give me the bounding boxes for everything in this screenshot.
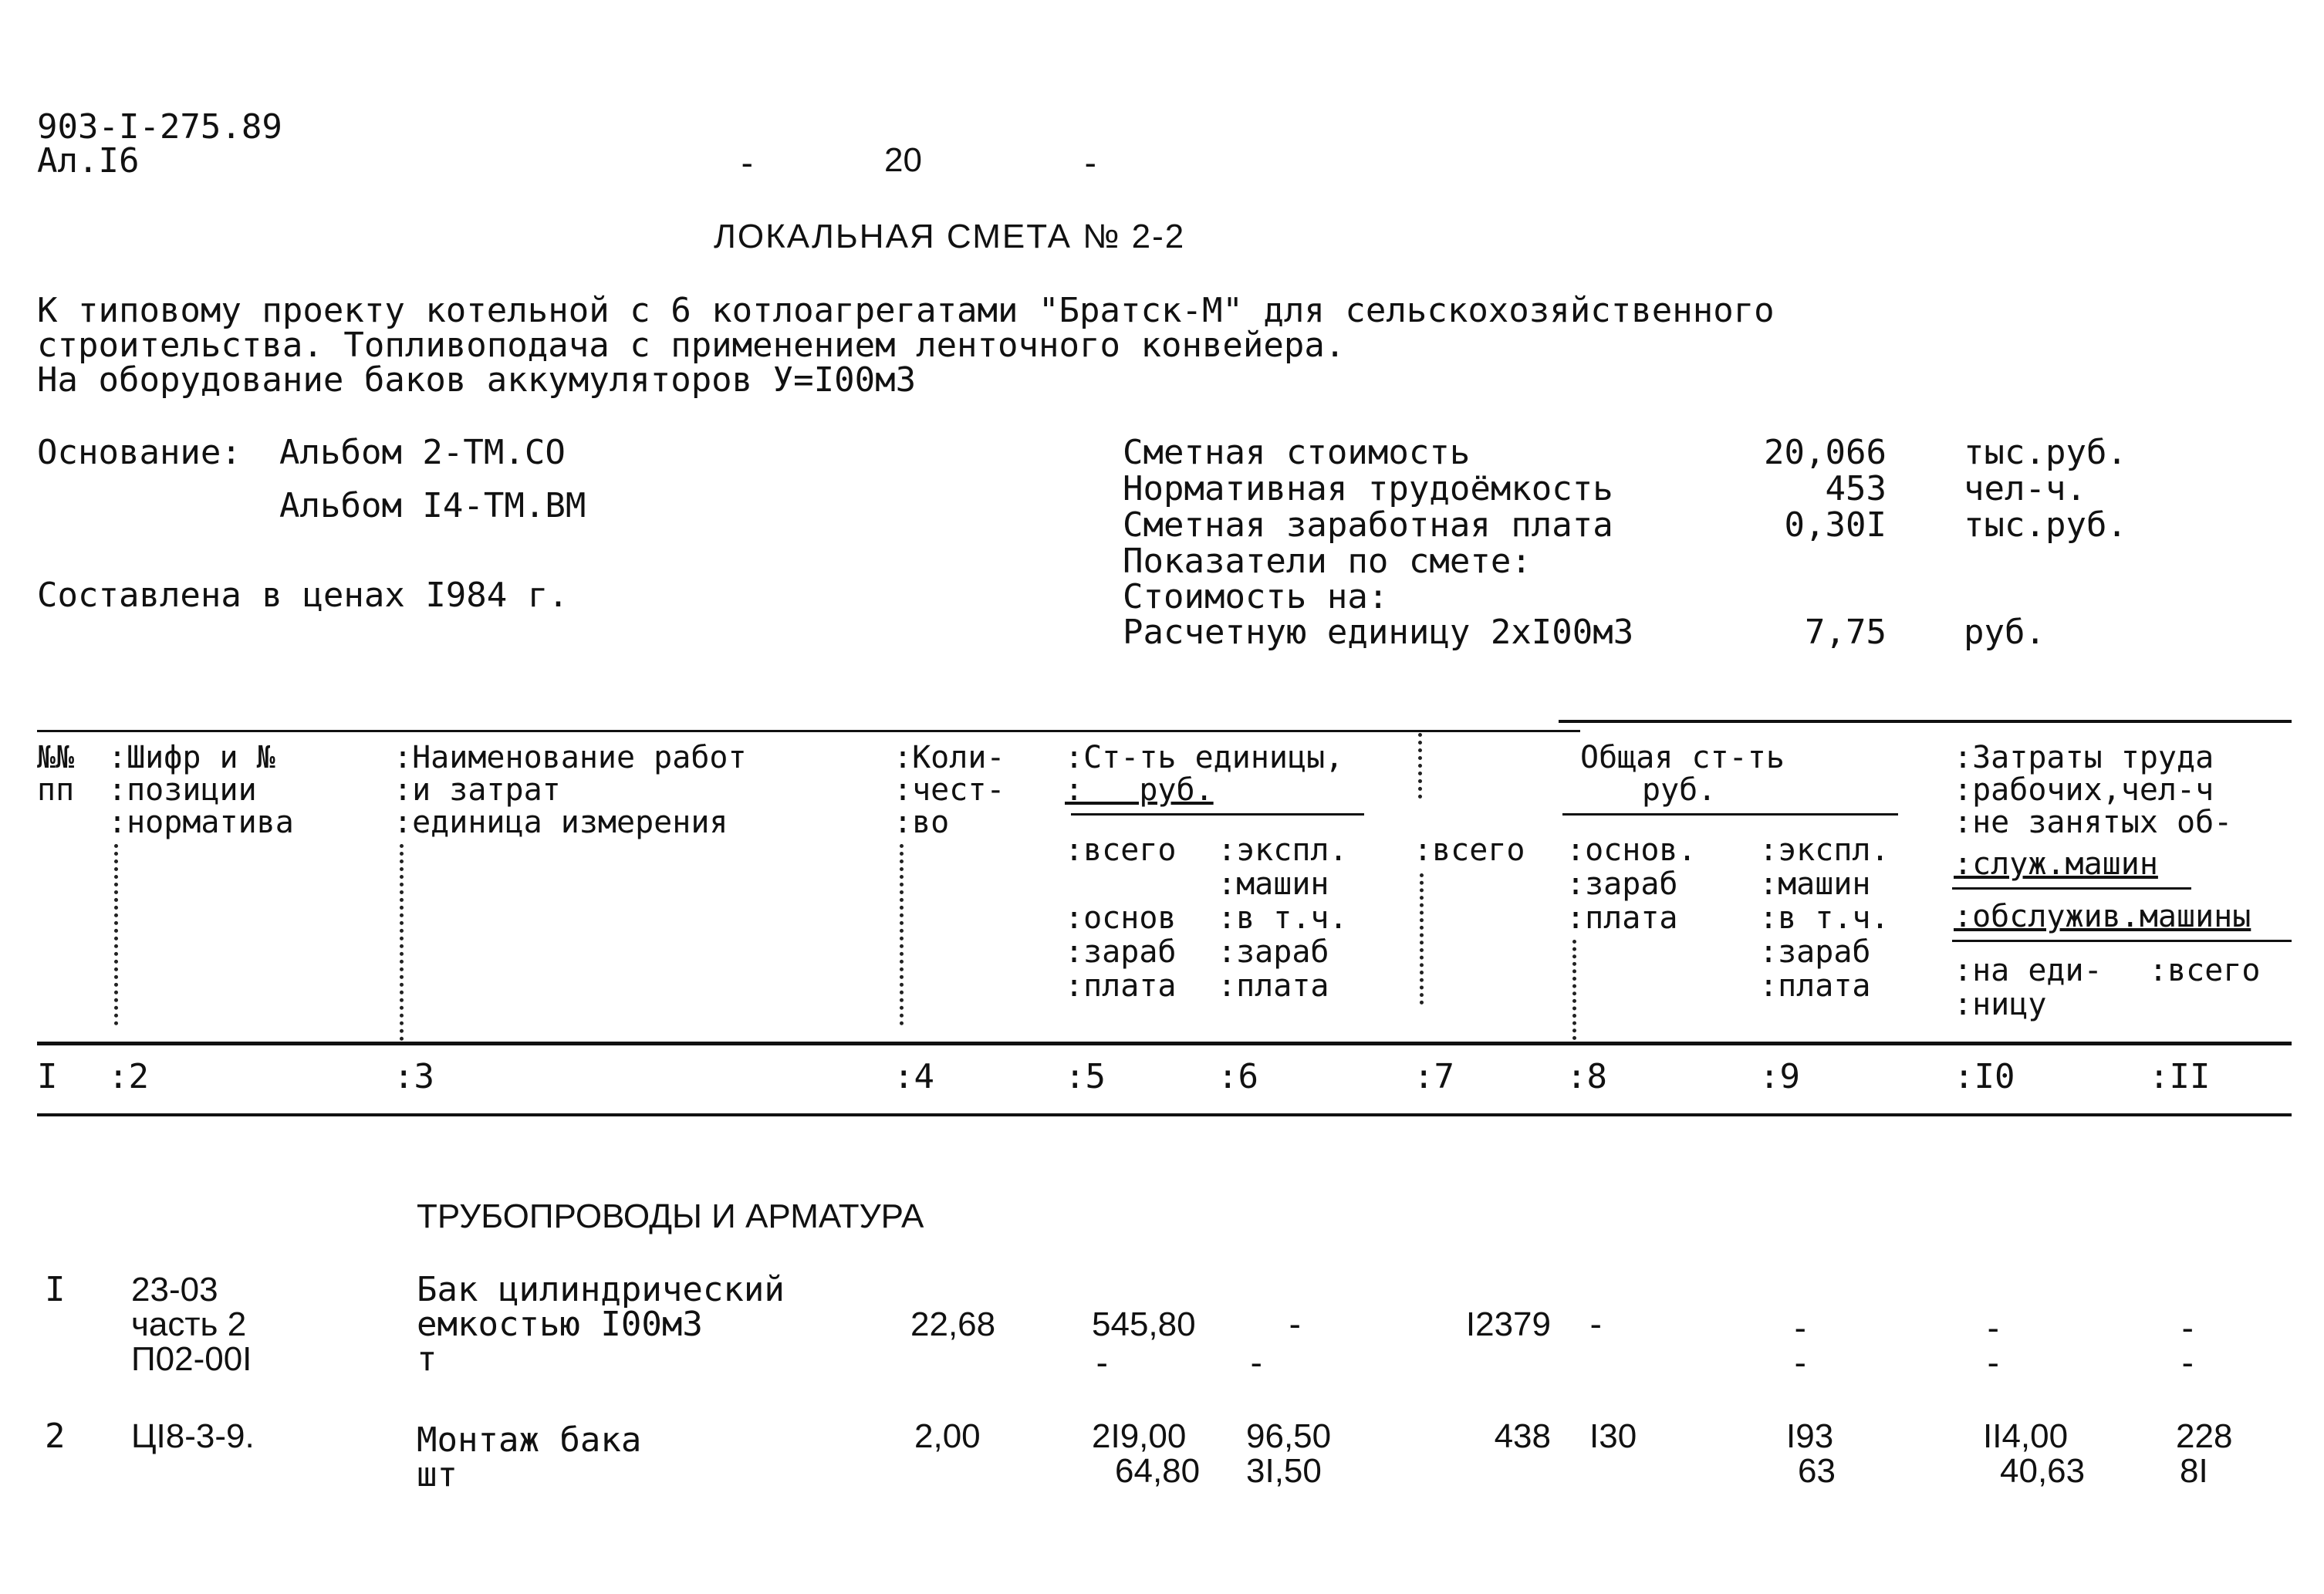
row-total-machines: - (1790, 1309, 1811, 1348)
column-number: :II (2149, 1057, 2211, 1096)
row-name: шт (417, 1455, 458, 1494)
summary-unit: чел-ч. (1964, 469, 2086, 508)
column-number: :3 (394, 1057, 434, 1096)
table-top-rule (1559, 720, 2292, 723)
header-labor: :служ.машин (1954, 846, 2158, 882)
prices-year: Составлена в ценах I984 г. (37, 576, 569, 615)
header-c8: :плата (1566, 900, 1678, 936)
column-divider (1418, 733, 1422, 799)
row-code: часть 2 (131, 1305, 247, 1343)
row-unit-cost-machine-wage: - (1246, 1343, 1267, 1383)
column-number: :5 (1065, 1057, 1106, 1096)
section-title: ТРУБОПРОВОДЫ И АРМАТУРА (417, 1197, 924, 1235)
header-c8: :зараб (1566, 866, 1678, 902)
column-number: :6 (1218, 1057, 1258, 1096)
row-labor-total: - (2177, 1309, 2198, 1348)
column-divider (1420, 873, 1424, 1005)
summary-value: 7,75 (1805, 613, 1887, 652)
description-line-2: строительства. Топливоподача с применением ленточного конвейера. (37, 326, 1346, 365)
header-labor: :Затраты труда (1954, 740, 2214, 775)
header-name: :и затрат (394, 772, 561, 808)
header-unit-cost: :Ст-ть единицы, (1065, 740, 1344, 775)
header-total-cost: Общая ст-ть (1580, 740, 1785, 775)
row-total-machine-wage: 63 (1798, 1452, 1836, 1490)
header-c9: :машин (1759, 866, 1871, 902)
header-labor: :рабочих,чел-ч (1954, 772, 2214, 808)
row-unit-cost-wage: 64,80 (1115, 1452, 1201, 1490)
column-numbers-rule (37, 1113, 2292, 1116)
header-rule (1952, 887, 2191, 890)
summary-unit: тыс.руб. (1964, 433, 2127, 472)
header-num: пп (37, 772, 75, 808)
page-number: 20 (884, 141, 922, 179)
summary-value: 20,066 (1764, 433, 1887, 472)
column-number: :4 (893, 1057, 934, 1096)
header-rule (1562, 813, 1898, 816)
header-bottom-rule (37, 1042, 2292, 1045)
column-divider (400, 844, 404, 1041)
header-c7: :всего (1414, 832, 1525, 868)
header-c6: :плата (1218, 968, 1329, 1004)
column-number: :9 (1759, 1057, 1800, 1096)
header-code: :норматива (108, 805, 294, 840)
doc-title: ЛОКАЛЬНАЯ СМЕТА № 2-2 (714, 218, 1186, 255)
summary-unit: руб. (1964, 613, 2045, 652)
header-c9: :плата (1759, 968, 1871, 1004)
row-name: Бак цилиндрический (417, 1270, 785, 1309)
column-divider (900, 844, 904, 1025)
header-c9: :в т.ч. (1759, 900, 1890, 936)
header-c6: :экспл. (1218, 832, 1348, 868)
row-total-cost: 438 (1494, 1417, 1551, 1455)
header-rule (1071, 813, 1364, 816)
header-c10: :на еди- (1954, 953, 2103, 988)
summary-label: Стоимость на: (1123, 577, 1389, 616)
row-total-cost: I2379 (1465, 1305, 1551, 1343)
header-code: :Шифр и № (108, 740, 275, 775)
header-c9: :зараб (1759, 934, 1871, 970)
row-qty: 22,68 (910, 1305, 996, 1343)
header-c5: :зараб (1065, 934, 1177, 970)
header-rule (1952, 940, 2292, 942)
header-c9: :экспл. (1759, 832, 1890, 868)
header-qty: :во (893, 805, 950, 840)
row-number: 2 (45, 1417, 66, 1456)
column-number: I (37, 1057, 58, 1096)
summary-value: 0,30I (1784, 505, 1887, 545)
summary-label: Сметная стоимость (1123, 433, 1471, 472)
basis-album-1: Альбом 2-ТМ.СО (279, 433, 566, 472)
row-total-machine-wage: - (1790, 1343, 1811, 1383)
row-labor-total-machines: - (2177, 1343, 2198, 1383)
row-name: т (417, 1339, 437, 1379)
row-unit-cost-total: 2I9,00 (1092, 1417, 1187, 1455)
row-total-wage: - (1586, 1305, 1606, 1344)
row-labor-unit-machines: 40,63 (2000, 1452, 2086, 1490)
basis-album-2: Альбом I4-ТМ.ВМ (279, 486, 586, 525)
column-number: :I0 (1954, 1057, 2015, 1096)
description-line-1: К типовому проекту котельной с 6 котлоагрегатами "Братск-М" для сельскохозяйственного (37, 291, 1775, 330)
basis-label: Основание: (37, 433, 242, 472)
header-c10: :ницу (1954, 987, 2047, 1022)
header-c5: :всего (1065, 832, 1177, 868)
row-labor-unit-machines: - (1983, 1343, 2004, 1383)
header-c6: :машин (1218, 866, 1329, 902)
header-labor-machines: :обслужив.машины (1954, 899, 2251, 934)
column-divider (1572, 940, 1576, 1040)
row-qty: 2,00 (914, 1417, 981, 1455)
page-dash-right: - (1080, 144, 1101, 183)
row-code: П02-00I (131, 1340, 252, 1378)
row-code: 23-03 (131, 1271, 218, 1309)
table-top-rule (37, 730, 1580, 732)
column-number: :7 (1414, 1057, 1454, 1096)
header-c8: :основ. (1566, 832, 1697, 868)
summary-value: 453 (1825, 469, 1887, 508)
summary-label: Сметная заработная плата (1123, 505, 1613, 545)
row-unit-cost-wage: - (1092, 1343, 1113, 1383)
summary-unit: тыс.руб. (1964, 505, 2127, 545)
album-ref: Ал.I6 (37, 141, 140, 181)
header-total-cost-unit: руб. (1642, 772, 1717, 808)
row-code: ЦI8-3-9. (131, 1417, 255, 1455)
header-c6: :в т.ч. (1218, 900, 1348, 936)
row-unit-cost-total: 545,80 (1092, 1305, 1196, 1343)
header-code: :позиции (108, 772, 257, 808)
page-dash-left: - (737, 144, 758, 183)
header-name: :единица измерения (394, 805, 728, 840)
column-number: :2 (108, 1057, 149, 1096)
header-c5: :плата (1065, 968, 1177, 1004)
header-name: :Наименование работ (394, 740, 747, 775)
summary-label: Показатели по смете: (1123, 542, 1532, 581)
column-divider (114, 844, 118, 1025)
row-unit-cost-machine-wage: 3I,50 (1246, 1452, 1322, 1490)
column-number: :8 (1566, 1057, 1607, 1096)
doc-code: 903-I-275.89 (37, 107, 282, 147)
row-unit-cost-machines: 96,50 (1246, 1417, 1332, 1455)
row-total-machines: I93 (1786, 1417, 1834, 1455)
header-qty: :чест- (893, 772, 1005, 808)
header-c5: :основ (1065, 900, 1177, 936)
row-labor-total-machines: 8I (2180, 1452, 2208, 1490)
header-c11: :всего (2149, 953, 2261, 988)
row-labor-unit: - (1983, 1309, 2004, 1348)
summary-label: Расчетную единицу 2хI00м3 (1123, 613, 1634, 652)
row-labor-unit: II4,00 (1983, 1417, 2069, 1455)
row-unit-cost-machines: - (1285, 1305, 1306, 1344)
header-qty: :Коли- (893, 740, 1005, 775)
row-name: емкостью I00м3 (417, 1305, 703, 1344)
row-number: I (45, 1270, 66, 1309)
header-c6: :зараб (1218, 934, 1329, 970)
row-labor-total: 228 (2176, 1417, 2233, 1455)
row-total-wage: I30 (1589, 1417, 1637, 1455)
header-labor: :не занятых об- (1954, 805, 2233, 840)
header-num: №№ (37, 740, 75, 775)
header-unit-cost-unit: : руб. (1065, 772, 1214, 808)
summary-label: Нормативная трудоёмкость (1123, 469, 1613, 508)
row-name: Монтаж бака (417, 1420, 642, 1460)
description-line-3: На оборудование баков аккумуляторов У=I00м3 (37, 360, 917, 400)
